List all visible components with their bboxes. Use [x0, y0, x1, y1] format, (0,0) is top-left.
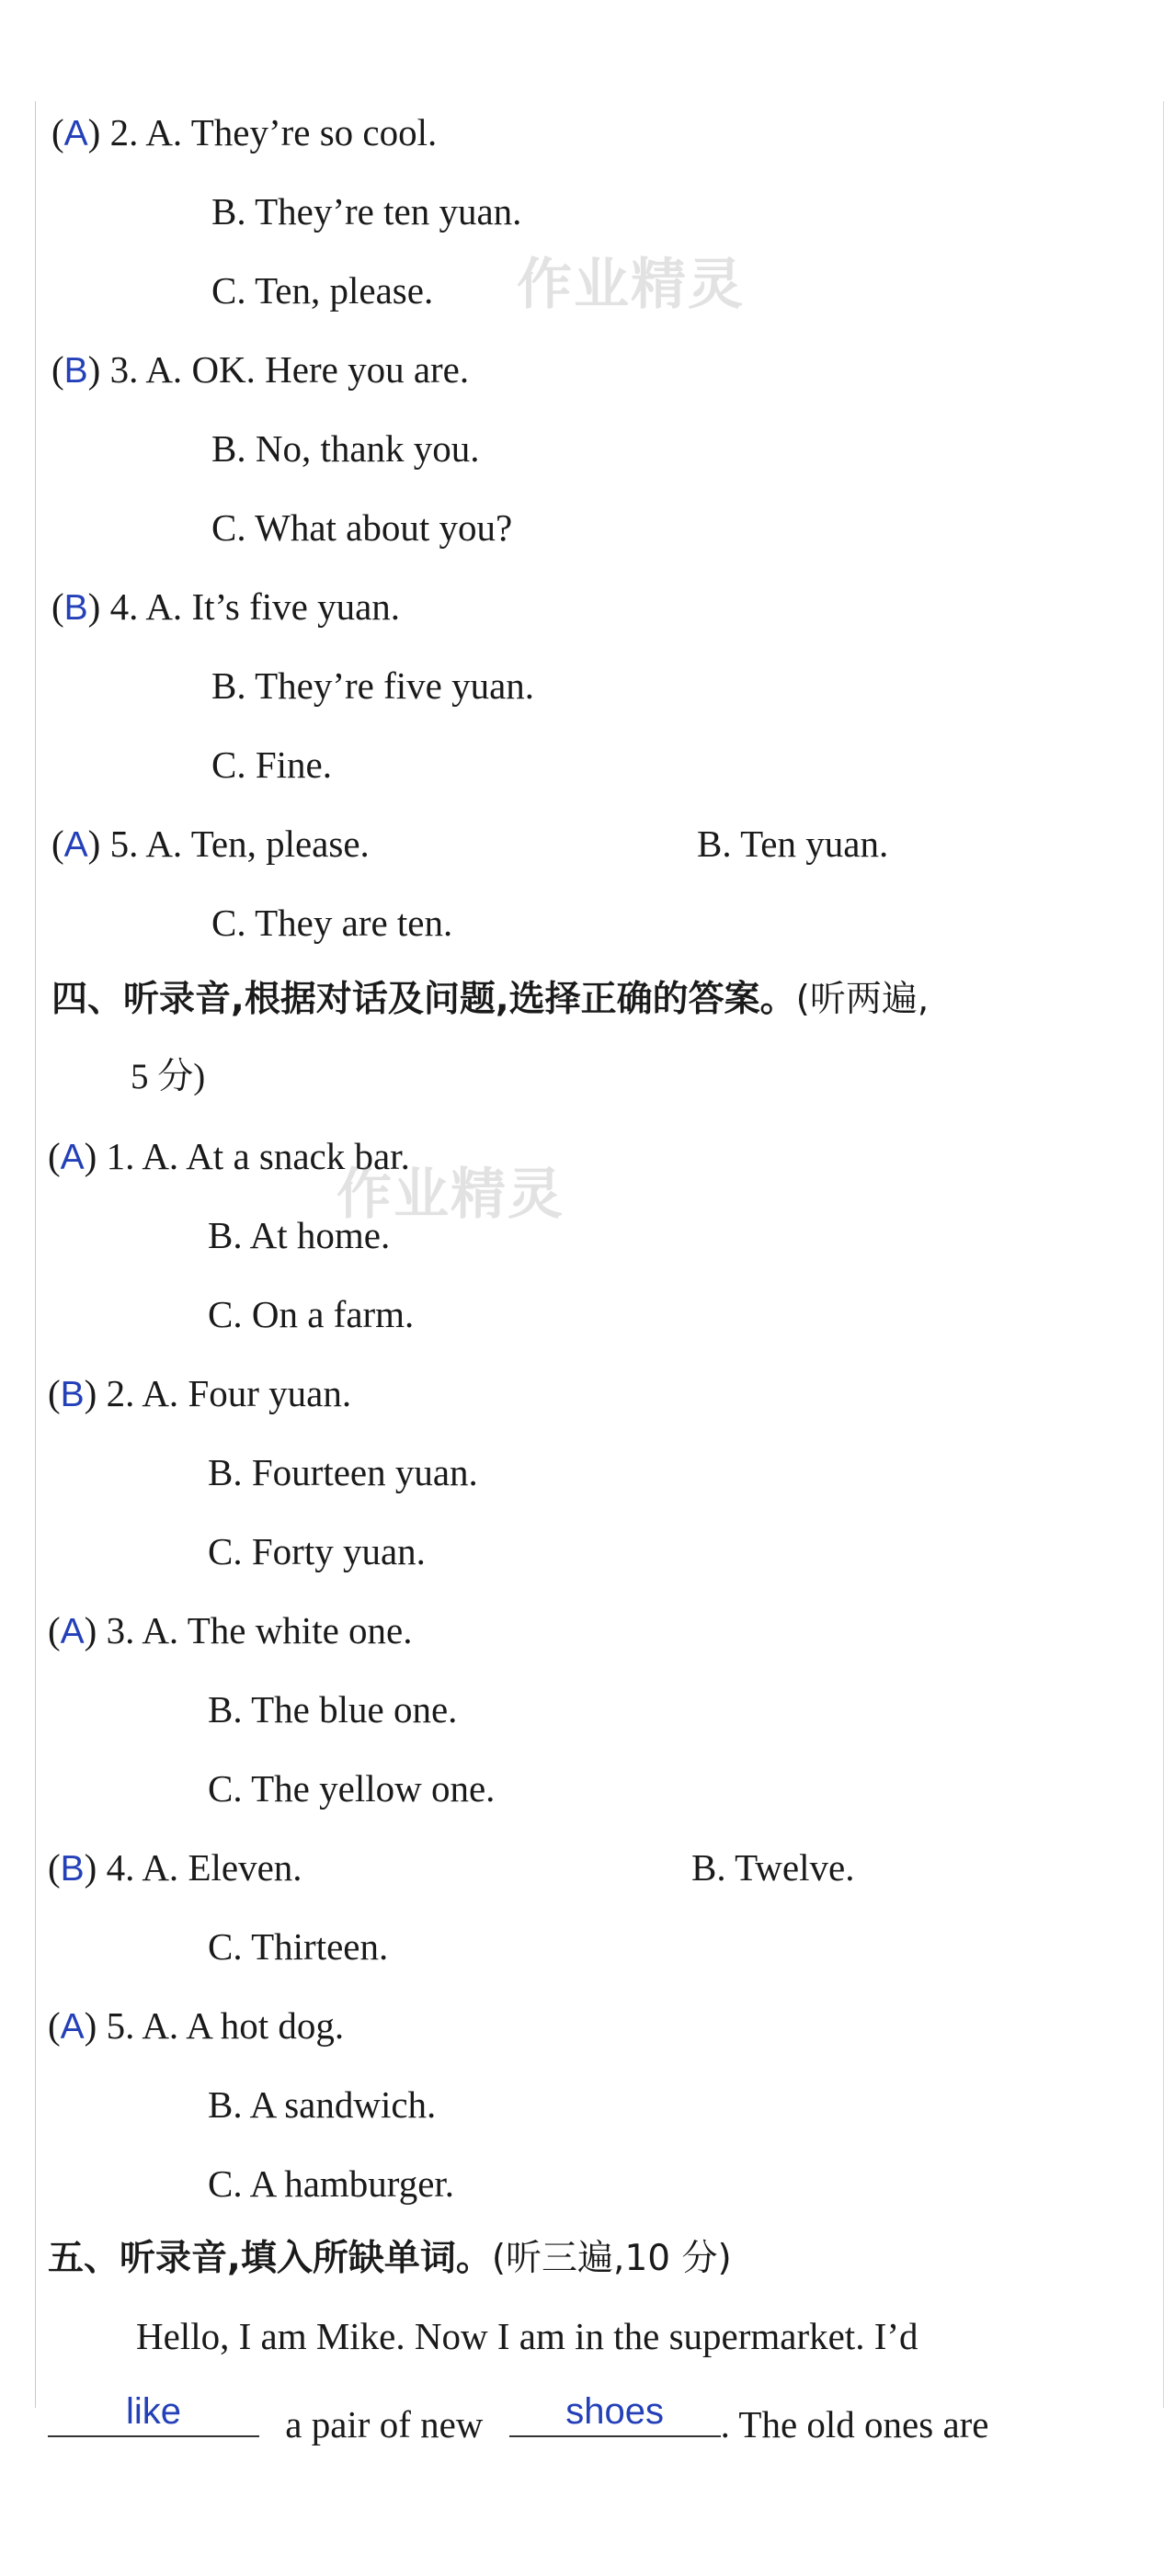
- option-text: No, thank you.: [255, 427, 480, 470]
- option-text: Fine.: [255, 743, 333, 786]
- answer-mark: A: [60, 1138, 85, 1177]
- answer-mark: B: [63, 588, 88, 628]
- answer-mark: A: [63, 825, 88, 865]
- left-margin-line: [35, 101, 36, 2408]
- passage-line-1: Hello, I am Mike. Now I am in the supermarket. I’d: [136, 2315, 918, 2357]
- option-text: The blue one.: [251, 1688, 458, 1731]
- answer-mark: B: [60, 1375, 85, 1414]
- option-text: Eleven.: [188, 1846, 302, 1889]
- option-text: Ten, please.: [255, 269, 434, 312]
- watermark: 作业精灵: [337, 1163, 565, 1227]
- option-text: What about you?: [255, 506, 513, 549]
- answer-mark: A: [63, 114, 88, 153]
- section-4-heading: 四、听录音,根据对话及问题,选择正确的答案。(听两遍,: [51, 979, 930, 1020]
- answer-blank-1[interactable]: like: [48, 2393, 259, 2437]
- option-text: They’re so cool.: [190, 111, 438, 153]
- option-text: They’re ten yuan.: [255, 190, 522, 233]
- option-text: A sandwich.: [249, 2083, 437, 2126]
- option-text: Forty yuan.: [251, 1530, 426, 1572]
- option-text: At home.: [249, 1214, 391, 1256]
- section-4-score: 5 分): [131, 1057, 206, 1096]
- option-text: They are ten.: [255, 902, 453, 944]
- option-text: Ten yuan.: [740, 823, 889, 865]
- option-text: A hamburger.: [249, 2162, 455, 2205]
- option-text: A hot dog.: [186, 2004, 345, 2047]
- option-text: It’s five yuan.: [191, 585, 401, 628]
- answer-mark: B: [63, 351, 88, 391]
- section-5-heading: 五、听录音,填入所缺单词。(听三遍,10 分): [48, 2238, 732, 2279]
- option-text: At a snack bar.: [186, 1135, 410, 1177]
- option-text: Fourteen yuan.: [251, 1451, 478, 1493]
- option-text: They’re five yuan.: [255, 664, 535, 707]
- answer-blank-2[interactable]: shoes: [509, 2393, 721, 2437]
- option-text: Twelve.: [735, 1846, 855, 1889]
- answer-mark: A: [60, 1612, 85, 1651]
- option-text: The white one.: [187, 1609, 413, 1651]
- right-margin-line: [1163, 101, 1164, 2408]
- option-text: The yellow one.: [251, 1767, 496, 1810]
- passage-line-2: like a pair of new shoes . The old ones are: [48, 2393, 989, 2444]
- answer-mark: A: [60, 2007, 85, 2047]
- answer-mark: B: [60, 1849, 85, 1889]
- option-text: Four yuan.: [188, 1372, 352, 1414]
- option-text: Ten, please.: [190, 823, 370, 865]
- watermark: 作业精灵: [517, 253, 745, 317]
- option-text: Thirteen.: [251, 1925, 389, 1968]
- option-text: On a farm.: [251, 1293, 415, 1335]
- option-text: OK. Here you are.: [191, 348, 470, 391]
